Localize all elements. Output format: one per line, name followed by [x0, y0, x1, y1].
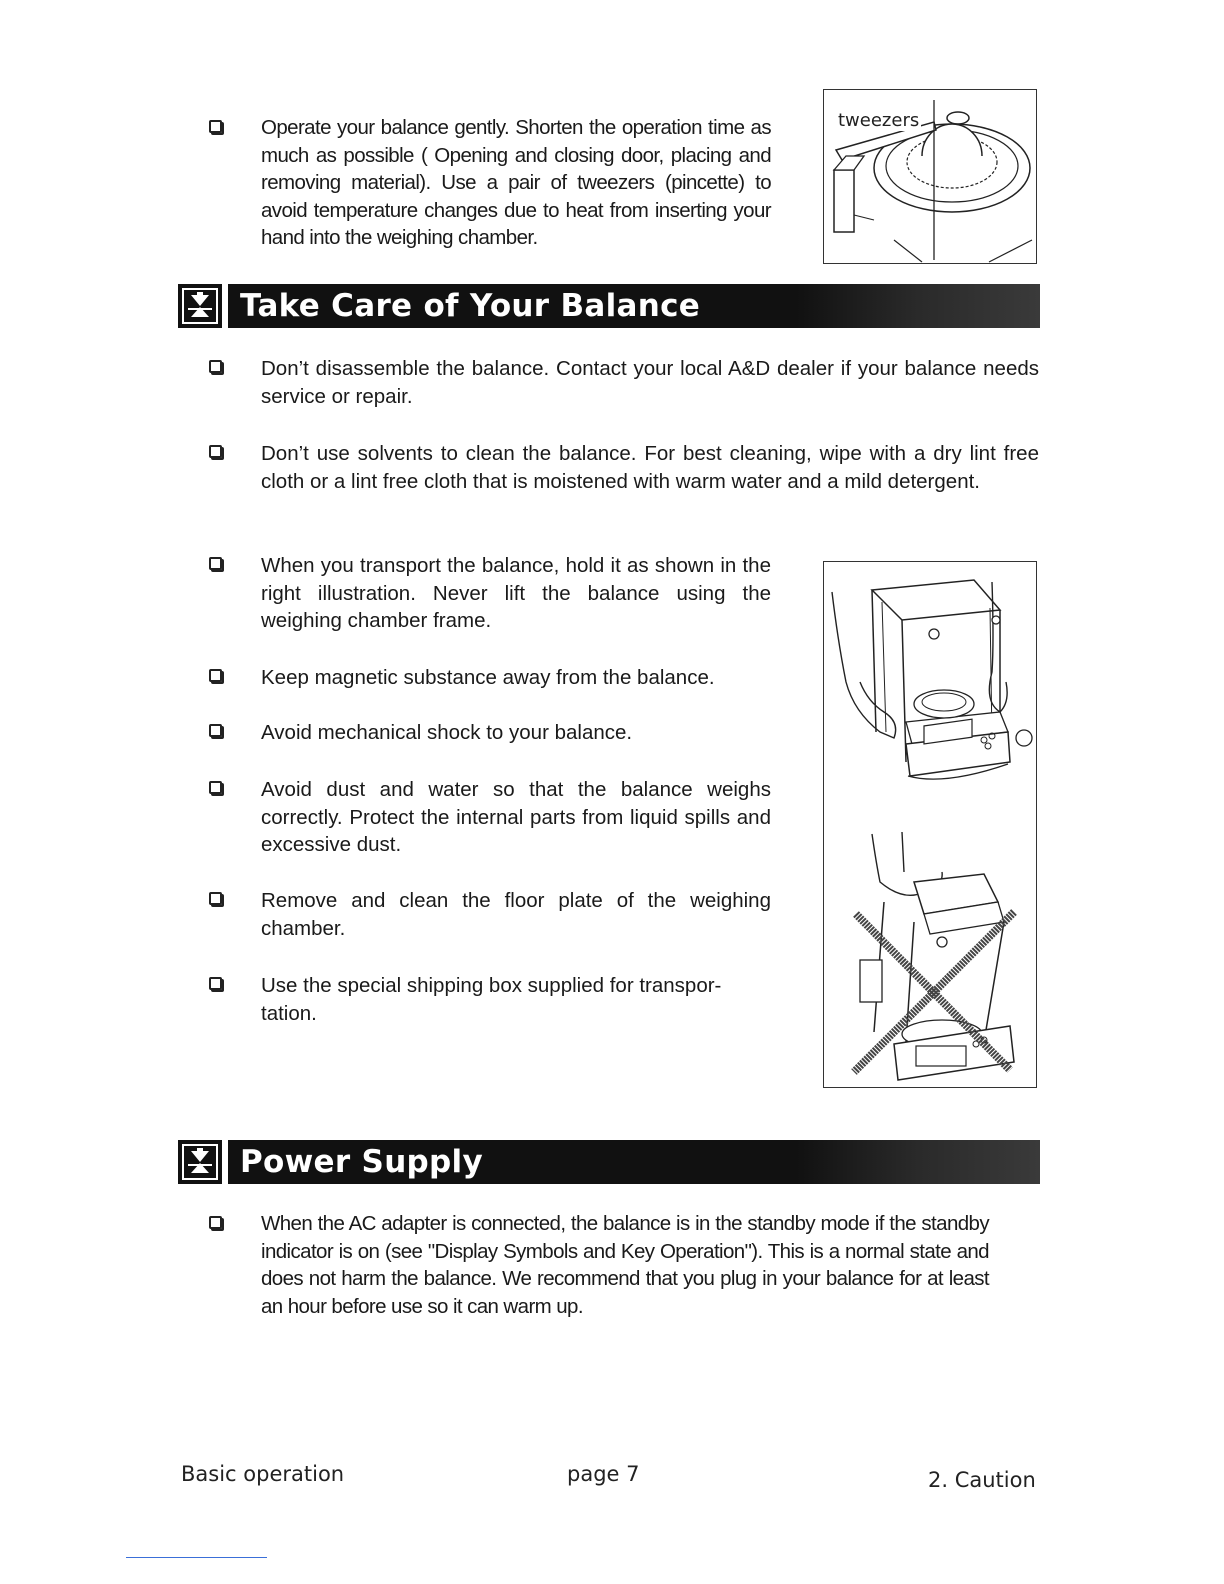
care-item-5: Avoid mechanical shock to your balance.: [261, 721, 633, 744]
care-item-4: Keep magnetic substance away from the balance.: [261, 666, 715, 689]
checkbox-bullet: [209, 445, 222, 458]
section-arrow-icon: [178, 1140, 222, 1184]
care-item-8: Use the special shipping box supplied for transpor-tation.: [261, 974, 722, 1025]
transport-figure: [823, 561, 1037, 1088]
power-item-1: When the AC adapter is connected, the balance is in the standby mode if the standby indicator is on (see "Display Symbols and Key Operation"). This is a normal state and does not harm the balance. We recommend that you plug in your balance for at least an hour before use so it can warm up.: [261, 1212, 989, 1318]
care-item-6: Avoid dust and water so that the balance weighs correctly. Protect the internal parts from liquid spills and excessive dust.: [261, 778, 771, 856]
footer-left: Basic operation: [181, 1462, 345, 1486]
care-item-7: Remove and clean the floor plate of the weighing chamber.: [261, 889, 771, 940]
checkbox-bullet: [209, 557, 222, 570]
balance-transport-illustration-icon: [824, 562, 1036, 1087]
checkbox-bullet: [209, 977, 222, 990]
section-arrow-icon: [178, 284, 222, 328]
footer-page-number: page 7: [567, 1462, 640, 1486]
care-item-2: Don’t use solvents to clean the balance. For best cleaning, wipe with a dry lint free cloth or a lint free cloth that is moistened with warm water and a mild detergent.: [261, 442, 1039, 493]
care-item-3: When you transport the balance, hold it as shown in the right illustration. Never lift the balance using the weighing chamber frame.: [261, 554, 771, 632]
care-item-1: Don’t disassemble the balance. Contact your local A&D dealer if your balance needs service or repair.: [261, 357, 1039, 408]
section-title-power: Power Supply: [228, 1140, 1040, 1184]
tweezers-figure: [823, 89, 1037, 264]
checkbox-bullet: [209, 669, 222, 682]
checkbox-bullet: [209, 360, 222, 373]
checkbox-bullet: [209, 781, 222, 794]
checkbox-bullet: [209, 724, 222, 737]
tweezers-label: tweezers: [838, 110, 920, 131]
section-header-power: [178, 1140, 1040, 1184]
checkbox-bullet: [209, 1216, 222, 1229]
divider: [126, 1557, 267, 1558]
intro-paragraph: Operate your balance gently. Shorten the operation time as much as possible ( Opening and closing door, placing and removing material). Use a pair of tweezers (pincette) to avoid temperature changes due to heat from inserting your hand into the weighing chamber.: [261, 116, 771, 249]
footer-right: 2. Caution: [928, 1468, 1036, 1492]
section-header-care: [178, 284, 1040, 328]
section-title-care: Take Care of Your Balance: [228, 284, 1040, 328]
checkbox-bullet: [209, 892, 222, 905]
checkbox-bullet: [209, 120, 222, 133]
